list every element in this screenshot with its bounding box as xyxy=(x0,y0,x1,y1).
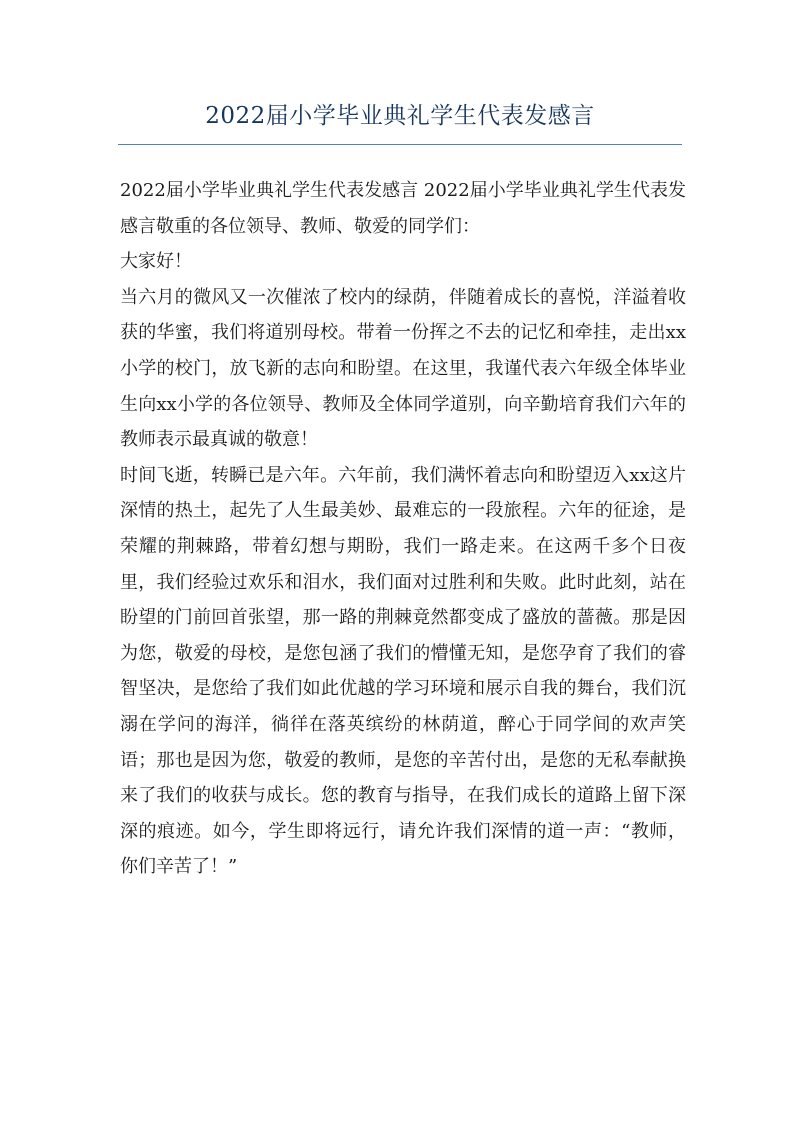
paragraph-intro: 2022届小学毕业典礼学生代表发感言 2022届小学毕业典礼学生代表发感言敬重的各位领导、教师、敬爱的同学们： xyxy=(120,180,686,237)
document-title: 2022届小学毕业典礼学生代表发感言 xyxy=(205,103,595,129)
paragraph-reflection: 时间飞逝，转瞬已是六年。六年前，我们满怀着志向和盼望迈入xx这片深情的热土，起先了人生最美妙、最难忘的一段旅程。六年的征途，是荣耀的荆棘路，带着幻想与期盼，我们一路走来。在这两千多个日夜里，我们经验过欢乐和泪水，我们面对过胜利和失败。此时此刻，站在盼望的门前回首张望，那一路的荆棘竟然都变成了盛放的蔷薇。那是因为您，敬爱的母校，是您包涵了我们的懵懂无知，是您孕育了我们的睿智坚决，是您给了我们如此优越的学习环境和展示自我的舞台，我们沉溺在学问的海洋，徜徉在落英缤纷的林荫道，醉心于同学间的欢声笑语；那也是因为您，敬爱的教师，是您的辛苦付出，是您的无私奉献换来了我们的收获与成长。您的教育与指导，在我们成长的道路上留下深深的痕迹。如今，学生即将远行，请允许我们深情的道一声：“教师，你们辛苦了！” xyxy=(120,464,686,878)
paragraph-farewell: 当六月的微风又一次催浓了校内的绿荫，伴随着成长的喜悦，洋溢着收获的华蜜，我们将道别母校。带着一份挥之不去的记忆和牵挂，走出xx小学的校门，放飞新的志向和盼望。在这里，我谨代表六年级全体毕业生向xx小学的各位领导、教师及全体同学道别，向辛勤培育我们六年的教师表示最真诚的敬意！ xyxy=(120,286,686,451)
title-underline xyxy=(118,144,682,145)
paragraph-greeting: 大家好！ xyxy=(120,251,192,273)
document-body xyxy=(120,173,686,885)
